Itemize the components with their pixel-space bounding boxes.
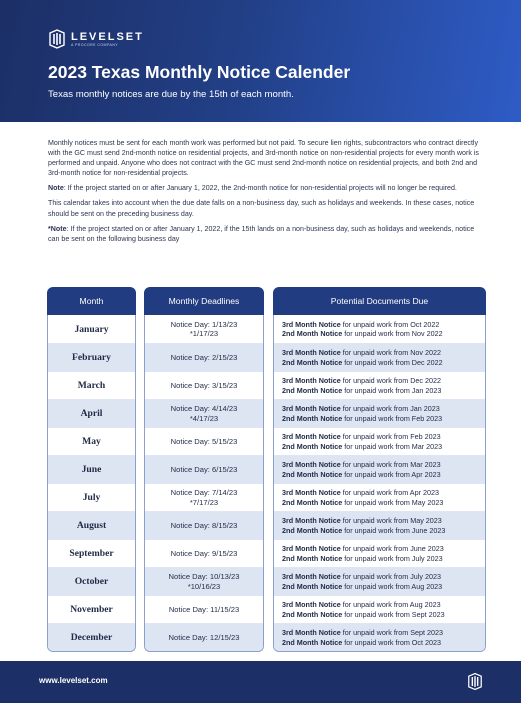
table-row-month [48, 427, 135, 455]
second-month-line [282, 610, 445, 619]
table-row-deadline [145, 399, 263, 427]
table-row-deadline [145, 567, 263, 595]
second-month-detail: for unpaid work from Dec 2022 [342, 357, 443, 367]
second-month-label: 2nd Month Notice [282, 357, 343, 367]
second-month-label: 2nd Month Notice [282, 413, 343, 423]
second-month-label: 2nd Month Notice [282, 469, 343, 479]
third-month-label: 3rd Month Notice [282, 460, 341, 470]
third-month-line [282, 516, 442, 525]
header-banner [0, 0, 521, 122]
third-month-label: 3rd Month Notice [282, 348, 341, 358]
month-label: May [82, 436, 101, 447]
second-month-line [282, 498, 443, 507]
notice-day: Notice Day: 5/15/23 [170, 436, 238, 446]
business-day-note: This calendar takes into account when the due date falls on a non-business day, such as holidays and weekends. In these cases, notice should be sent on the preceding business day. [48, 199, 475, 218]
notice-day: Notice Day: 6/15/23 [170, 464, 238, 474]
third-month-label: 3rd Month Notice [282, 572, 341, 582]
third-month-line [282, 432, 441, 441]
table-row-deadline [145, 623, 263, 651]
second-month-label: 2nd Month Notice [282, 441, 343, 451]
table-row-deadline [145, 315, 263, 343]
notice-day: Notice Day: 12/15/23 [168, 632, 240, 642]
documents-column [273, 287, 486, 652]
notice-day: Notice Day: 9/15/23 [170, 548, 238, 558]
table-row-month [48, 567, 135, 595]
table-row-month [48, 623, 135, 651]
intro-paragraph: Monthly notices must be sent for each month work was performed but not paid. To secure lien rights, subcontractors who contract directly with the GC must send 2nd-month notice on residential projects, and 3rd-month notice on non-residential projects for every month work is performed and unpaid. Anyone who does not contract with the GC must send 2nd-month notice on residential projects, and both 2nd and 3rd-month notice for non-residential projects. [48, 139, 479, 178]
table-row-month [48, 399, 135, 427]
month-label: December [70, 632, 113, 643]
month-column-header: Month [47, 287, 136, 315]
second-month-line [282, 554, 443, 563]
third-month-label: 3rd Month Notice [282, 544, 341, 554]
deadline-column-body [144, 315, 264, 652]
third-month-label: 3rd Month Notice [282, 488, 341, 498]
table-row-documents [274, 511, 485, 539]
second-month-detail: for unpaid work from Sept 2023 [342, 609, 445, 619]
table-row-month [48, 371, 135, 399]
table-row-documents [274, 567, 485, 595]
second-month-detail: for unpaid work from Aug 2023 [342, 581, 443, 591]
month-label: October [74, 576, 109, 587]
table-row-documents [274, 343, 485, 371]
second-month-detail: for unpaid work from July 2023 [342, 553, 443, 563]
documents-column-header: Potential Documents Due [273, 287, 486, 315]
table-row-deadline [145, 455, 263, 483]
third-month-detail: for unpaid work from Jan 2023 [340, 404, 440, 414]
second-month-detail: for unpaid work from May 2023 [342, 497, 444, 507]
levelset-footer-logo-icon [467, 672, 483, 691]
table-row-documents [274, 483, 485, 511]
table-row-deadline [145, 427, 263, 455]
second-month-line [282, 638, 441, 647]
third-month-detail: for unpaid work from Nov 2022 [340, 348, 441, 358]
second-month-detail: for unpaid work from Mar 2023 [342, 441, 443, 451]
second-month-detail: for unpaid work from June 2023 [342, 525, 446, 535]
month-label: August [76, 520, 107, 531]
table-row-deadline [145, 483, 263, 511]
deadline-column [144, 287, 264, 652]
alternate-notice-day: *1/17/23 [189, 329, 219, 338]
table-row-month [48, 343, 135, 371]
alternate-notice-day: *7/17/23 [189, 497, 219, 507]
levelset-logo-icon [48, 29, 66, 49]
second-month-line [282, 414, 442, 423]
table-row-month [48, 511, 135, 539]
month-label: June [81, 464, 102, 475]
brand-name: LEVELSET [71, 30, 144, 43]
documents-column-body [273, 315, 486, 652]
second-month-detail: for unpaid work from Jan 2023 [342, 385, 442, 395]
notice-day: Notice Day: 2/15/23 [170, 352, 238, 362]
third-month-label: 3rd Month Notice [282, 516, 341, 526]
table-row-documents [274, 371, 485, 399]
table-row-documents [274, 623, 485, 651]
table-row-documents [274, 595, 485, 623]
third-month-detail: for unpaid work from Dec 2022 [340, 376, 441, 386]
table-row-documents [274, 315, 485, 343]
table-row-documents [274, 539, 485, 567]
third-month-label: 3rd Month Notice [282, 628, 341, 638]
table-row-documents [274, 427, 485, 455]
third-month-label: 3rd Month Notice [282, 432, 341, 442]
brand-tagline: A PROCORE COMPANY [71, 42, 119, 47]
note-nonresidential [48, 183, 482, 193]
month-label: January [74, 323, 109, 335]
third-month-detail: for unpaid work from Mar 2023 [340, 460, 441, 470]
second-month-line [282, 526, 445, 535]
third-month-label: 3rd Month Notice [282, 600, 341, 610]
month-label: July [82, 492, 101, 503]
table-row-month [48, 539, 135, 567]
third-month-line [282, 320, 439, 329]
note-text: : If the project started on or after January 1, 2022, the 2nd-month notice for non-residential projects will no longer be required. [63, 184, 457, 193]
second-month-label: 2nd Month Notice [282, 581, 343, 591]
table-row-month [48, 595, 135, 623]
month-label: September [69, 548, 114, 559]
second-month-line [282, 442, 442, 451]
third-month-detail: for unpaid work from Apr 2023 [340, 488, 439, 498]
third-month-line [282, 628, 443, 637]
second-month-label: 2nd Month Notice [282, 497, 343, 507]
notice-day: Notice Day: 3/15/23 [170, 380, 238, 390]
third-month-line [282, 600, 441, 609]
table-row-documents [274, 455, 485, 483]
notice-day: Notice Day: 8/15/23 [170, 520, 238, 530]
third-month-detail: for unpaid work from Feb 2023 [340, 432, 441, 442]
brand-logo[interactable] [48, 28, 144, 50]
third-month-line [282, 376, 441, 385]
third-month-detail: for unpaid work from Sept 2023 [340, 628, 443, 638]
website-link[interactable]: www.levelset.com [39, 676, 108, 685]
second-month-line [282, 386, 441, 395]
table-row-month [48, 315, 135, 343]
second-month-label: 2nd Month Notice [282, 609, 343, 619]
month-label: November [70, 604, 113, 615]
page-subtitle: Texas monthly notices are due by the 15th of each month. [48, 89, 294, 100]
third-month-label: 3rd Month Notice [282, 319, 341, 329]
second-month-label: 2nd Month Notice [282, 553, 343, 563]
note-label: Note [48, 184, 64, 193]
table-row-month [48, 455, 135, 483]
alternate-notice-day: *10/16/23 [187, 581, 221, 591]
second-month-label: 2nd Month Notice [282, 329, 343, 338]
notice-day: Notice Day: 7/14/23 [170, 488, 238, 498]
third-month-detail: for unpaid work from June 2023 [340, 544, 444, 554]
third-month-label: 3rd Month Notice [282, 376, 341, 386]
table-row-deadline [145, 511, 263, 539]
second-month-line [282, 329, 443, 338]
note-following-business-day [48, 224, 482, 244]
second-month-label: 2nd Month Notice [282, 637, 343, 647]
third-month-detail: for unpaid work from May 2023 [340, 516, 442, 526]
notice-day: Notice Day: 11/15/23 [168, 604, 240, 614]
third-month-line [282, 544, 444, 553]
month-column-body [47, 315, 136, 652]
note-asterisk-text: : If the project started on or after January 1, 2022, if the 15th lands on a non-business day, such as holidays and weekends, notice can be sent on the following business day [48, 224, 475, 243]
second-month-detail: for unpaid work from Feb 2023 [342, 413, 443, 423]
page-title: 2023 Texas Monthly Notice Calender [48, 62, 351, 82]
third-month-line [282, 404, 440, 413]
alternate-notice-day: *4/17/23 [189, 413, 219, 423]
second-month-line [282, 582, 442, 591]
third-month-line [282, 348, 441, 357]
table-row-deadline [145, 343, 263, 371]
third-month-line [282, 488, 439, 497]
table-row-month [48, 483, 135, 511]
second-month-line [282, 358, 443, 367]
month-label: April [80, 408, 103, 419]
third-month-detail: for unpaid work from Aug 2023 [340, 600, 441, 610]
third-month-detail: for unpaid work from Oct 2022 [340, 319, 440, 329]
third-month-detail: for unpaid work from July 2023 [340, 572, 441, 582]
second-month-label: 2nd Month Notice [282, 525, 343, 535]
second-month-detail: for unpaid work from Apr 2023 [342, 469, 441, 479]
notice-day: Notice Day: 1/13/23 [170, 319, 238, 329]
footer-bar [0, 661, 521, 703]
second-month-detail: for unpaid work from Oct 2023 [342, 637, 441, 647]
notice-day: Notice Day: 4/14/23 [170, 404, 238, 414]
month-label: March [77, 380, 106, 391]
intro-text [48, 138, 482, 249]
month-label: February [72, 352, 111, 363]
table-row-deadline [145, 371, 263, 399]
second-month-line [282, 470, 441, 479]
notice-day: Notice Day: 10/13/23 [168, 572, 240, 582]
third-month-line [282, 460, 441, 469]
table-row-deadline [145, 595, 263, 623]
month-column [47, 287, 136, 652]
table-row-deadline [145, 539, 263, 567]
deadline-column-header: Monthly Deadlines [144, 287, 264, 315]
third-month-line [282, 572, 441, 581]
note-asterisk-label: *Note [48, 224, 67, 233]
second-month-label: 2nd Month Notice [282, 385, 343, 395]
second-month-detail: for unpaid work from Nov 2022 [342, 329, 443, 338]
third-month-label: 3rd Month Notice [282, 404, 341, 414]
table-row-documents [274, 399, 485, 427]
